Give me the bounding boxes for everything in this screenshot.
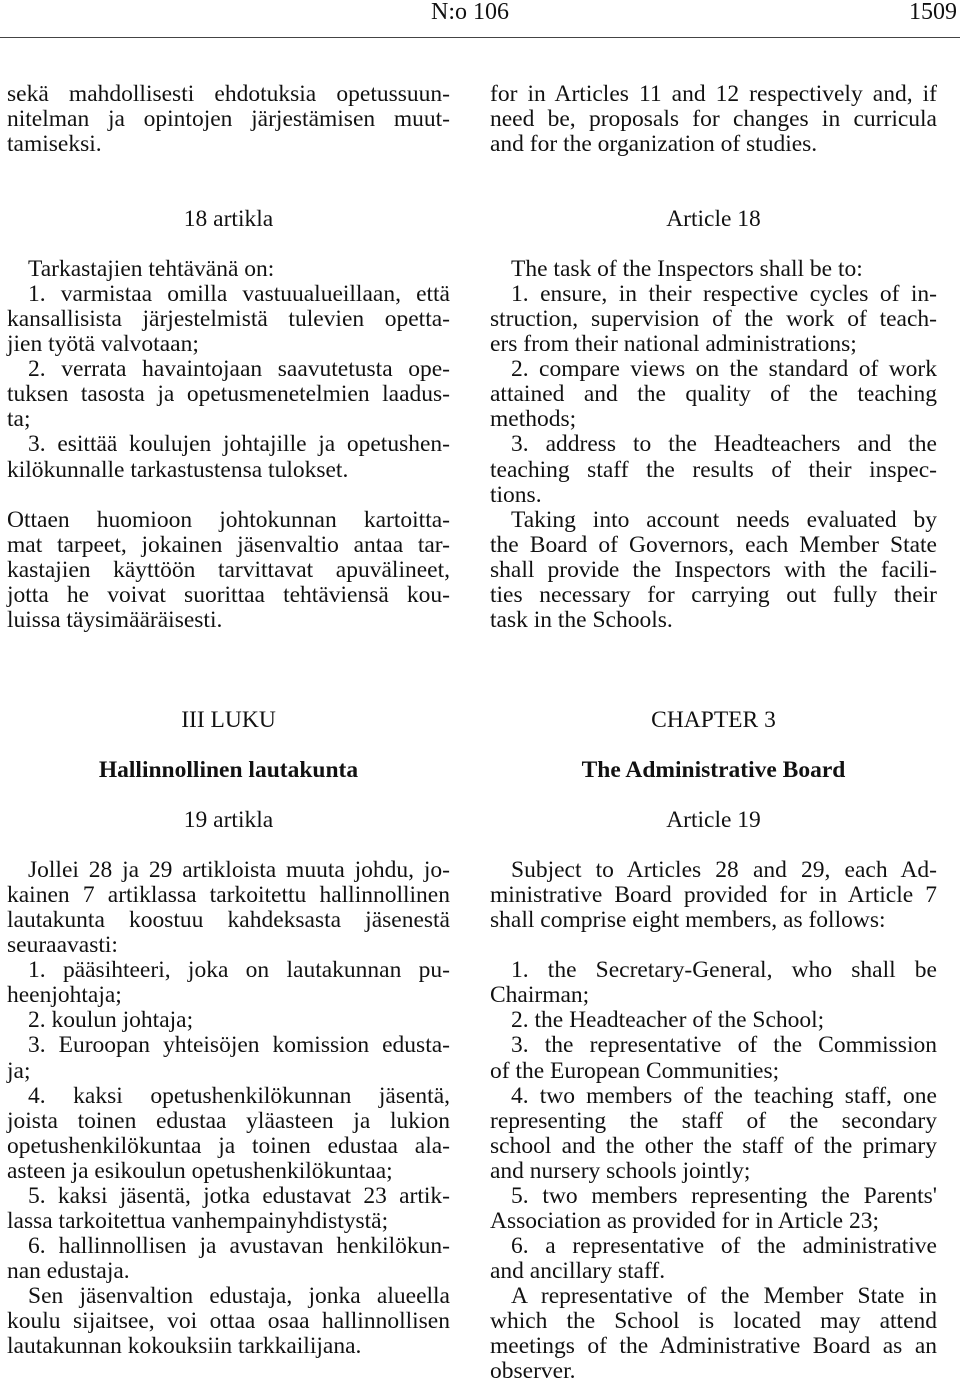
finnish-article-19-lead xyxy=(7,858,450,958)
english-article-18-item-1 xyxy=(490,282,937,357)
text-line: 2. the Headteacher of the School; xyxy=(511,1007,825,1034)
text-line: shall comprise eight members, as follows: xyxy=(490,907,886,934)
text-line: Sen jäsenvaltion edustaja, jonka alueella xyxy=(28,1282,450,1309)
text-line: ja; xyxy=(7,1057,31,1084)
text-line: 6. a representative of the administrative xyxy=(511,1232,937,1259)
text-line: ministrative Board provided for in Article 7 xyxy=(490,882,937,909)
issue-number: N:o 106 xyxy=(431,0,509,25)
text-line: 4. kaksi opetushenkilökunnan jäsentä, xyxy=(28,1082,450,1109)
text-line: of the European Communities; xyxy=(490,1057,780,1084)
english-article-18-item-2 xyxy=(490,357,937,432)
header-rule xyxy=(0,37,960,38)
finnish-article-18-item-2 xyxy=(7,357,450,432)
text-line: 2. compare views on the standard of work xyxy=(511,356,937,383)
text-line: 1. ensure, in their respective cycles of in- xyxy=(511,281,937,308)
text-line: nan edustaja. xyxy=(7,1257,130,1284)
text-line: 4. two members of the teaching staff, one xyxy=(511,1082,937,1109)
text-line: tions. xyxy=(490,481,542,508)
english-article-18-item-3 xyxy=(490,432,937,507)
text-line: kainen 7 artiklassa tarkoitettu hallinnollinen xyxy=(7,882,450,909)
text-line: Tarkastajien tehtävänä on: xyxy=(28,256,275,283)
english-article-19-item-1 xyxy=(490,958,937,1008)
finnish-article-19-item-5 xyxy=(7,1184,450,1234)
text-line: Association as provided for in Article 23; xyxy=(490,1207,879,1234)
text-line: which the School is located may attend xyxy=(490,1307,937,1334)
text-line: for in Articles 11 and 12 respectively and, if xyxy=(490,81,937,107)
english-article-19-item-4 xyxy=(490,1084,937,1184)
text-line: Chairman; xyxy=(490,982,590,1009)
text-line: 5. kaksi jäsentä, jotka edustavat 23 artik- xyxy=(28,1182,450,1209)
text-line: The task of the Inspectors shall be to: xyxy=(511,256,863,283)
finnish-article-19-closing xyxy=(7,1284,450,1359)
text-line: Jollei 28 ja 29 artikloista muuta johdu, jo- xyxy=(28,857,450,884)
english-article-19-lead xyxy=(490,858,937,933)
text-line: opetushenkilökuntaa ja toinen edustaa ala- xyxy=(7,1132,450,1159)
finnish-article-19-body xyxy=(7,958,450,1359)
text-line: lautakunta koostuu kahdeksasta jäsenestä xyxy=(7,907,450,934)
finnish-article-19-item-6 xyxy=(7,1234,450,1284)
text-line: seuraavasti: xyxy=(7,932,118,959)
text-line: representing the staff of the secondary xyxy=(490,1107,937,1134)
text-line: tamiseksi. xyxy=(7,131,102,158)
text-line: Subject to Articles 28 and 29, each Ad- xyxy=(511,857,937,884)
text-line: kilökunnalle tarkastustensa tulokset. xyxy=(7,456,349,483)
text-line: sekä mahdollisesti ehdotuksia opetussuun- xyxy=(7,81,450,107)
text-line: ers from their national administrations; xyxy=(490,331,857,358)
english-article-18-heading: Article 18 xyxy=(666,206,761,233)
text-line: observer. xyxy=(490,1357,576,1384)
text-line: 2. koulun johtaja; xyxy=(28,1007,194,1034)
finnish-article-19-item-4 xyxy=(7,1084,450,1184)
english-chapter-heading: CHAPTER 3 xyxy=(651,707,776,733)
text-line: school and the other the staff of the primary xyxy=(490,1132,937,1159)
text-line: 3. Euroopan yhteisöjen komission edusta- xyxy=(28,1032,450,1059)
text-line: shall provide the Inspectors with the facili- xyxy=(490,556,937,583)
finnish-intro-paragraph xyxy=(7,82,450,157)
text-line: 3. the representative of the Commission xyxy=(511,1032,937,1059)
page-number: 1509 xyxy=(909,0,957,25)
text-line: and ancillary staff. xyxy=(490,1257,666,1284)
finnish-article-19-item-3 xyxy=(7,1033,450,1083)
text-line: 2. verrata havaintojaan saavutetusta ope- xyxy=(28,356,450,383)
finnish-article-18-heading: 18 artikla xyxy=(183,206,274,233)
text-line: 1. the Secretary-General, who shall be xyxy=(511,957,937,984)
english-chapter-title: The Administrative Board xyxy=(581,757,846,784)
text-line: task in the Schools. xyxy=(490,606,673,633)
text-line: A representative of the Member State in xyxy=(511,1282,937,1309)
text-line: ta; xyxy=(7,406,31,433)
text-line: heenjohtaja; xyxy=(7,982,122,1009)
text-line: ties necessary for carrying out fully their xyxy=(490,581,937,608)
text-line: kansallisista järjestelmistä tulevien opetta- xyxy=(7,306,450,333)
text-line: asteen ja esikoulun opetushenkilökuntaa; xyxy=(7,1157,393,1184)
text-line: teaching staff the results of their inspec- xyxy=(490,456,937,483)
text-line: 3. address to the Headteachers and the xyxy=(511,431,937,458)
text-line: need be, proposals for changes in curricula xyxy=(490,106,937,133)
english-article-19-item-6 xyxy=(490,1234,937,1284)
finnish-article-18-body xyxy=(7,257,450,482)
text-line: struction, supervision of the work of teach- xyxy=(490,306,937,333)
text-line: 5. two members representing the Parents' xyxy=(511,1182,937,1209)
finnish-article-18-item-1 xyxy=(7,282,450,357)
english-article-18-lead xyxy=(490,257,937,282)
text-line: and nursery schools jointly; xyxy=(490,1157,751,1184)
finnish-article-18-lead xyxy=(7,257,450,282)
english-article-19-closing xyxy=(490,1284,937,1384)
finnish-article-19-item-2 xyxy=(7,1008,450,1033)
english-article-18-body xyxy=(490,257,937,507)
text-line: tuksen tasosta ja opetusmenetelmien laadus- xyxy=(7,381,450,408)
text-line: 1. pääsihteeri, joka on lautakunnan pu- xyxy=(28,957,450,984)
text-line: meetings of the Administrative Board as an xyxy=(490,1332,937,1359)
finnish-article-19-item-1 xyxy=(7,958,450,1008)
text-line: koulu sijaitsee, voi ottaa osaa hallinnollisen xyxy=(7,1307,450,1334)
text-line: lautakunnan kokouksiin tarkkailijana. xyxy=(7,1332,362,1359)
finnish-chapter-title: Hallinnollinen lautakunta xyxy=(98,757,359,784)
finnish-chapter-heading: III LUKU xyxy=(181,707,276,733)
text-line: the Board of Governors, each Member State xyxy=(490,531,937,558)
text-line: lassa tarkoitettua vanhempainyhdistystä; xyxy=(7,1207,389,1234)
english-article-18-closing xyxy=(490,508,937,633)
english-article-19-body xyxy=(490,958,937,1384)
english-article-19-item-2 xyxy=(490,1008,937,1033)
text-line: luissa täysimääräisesti. xyxy=(7,606,223,633)
text-line: 6. hallinnollisen ja avustavan henkilökun- xyxy=(28,1232,450,1259)
english-intro-paragraph xyxy=(490,82,937,157)
finnish-article-19-heading: 19 artikla xyxy=(183,807,274,834)
text-line: jien työtä valvotaan; xyxy=(7,331,199,358)
text-line: kastajien käyttöön tarvittavat apuvälineet, xyxy=(7,556,450,583)
finnish-article-18-item-3 xyxy=(7,432,450,482)
text-line: mat tarpeet, jokainen jäsenvaltio antaa tar- xyxy=(7,531,450,558)
english-article-19-item-5 xyxy=(490,1184,937,1234)
text-line: jotta he voivat suorittaa tehtäviensä kou- xyxy=(7,581,450,608)
text-line: 1. varmistaa omilla vastuualueillaan, että xyxy=(28,281,450,308)
text-line: methods; xyxy=(490,406,577,433)
text-line: nitelman ja opintojen järjestämisen muut- xyxy=(7,106,450,133)
text-line: Taking into account needs evaluated by xyxy=(511,506,937,533)
text-line: and for the organization of studies. xyxy=(490,131,818,158)
english-article-19-item-3 xyxy=(490,1033,937,1083)
text-line: joista toinen edustaa yläasteen ja lukion xyxy=(7,1107,450,1134)
text-line: Ottaen huomioon johtokunnan kartoitta- xyxy=(7,506,450,533)
english-article-19-heading: Article 19 xyxy=(666,807,761,834)
finnish-article-18-closing xyxy=(7,508,450,633)
text-line: attained and the quality of the teaching xyxy=(490,381,937,408)
text-line: 3. esittää koulujen johtajille ja opetushen- xyxy=(28,431,450,458)
